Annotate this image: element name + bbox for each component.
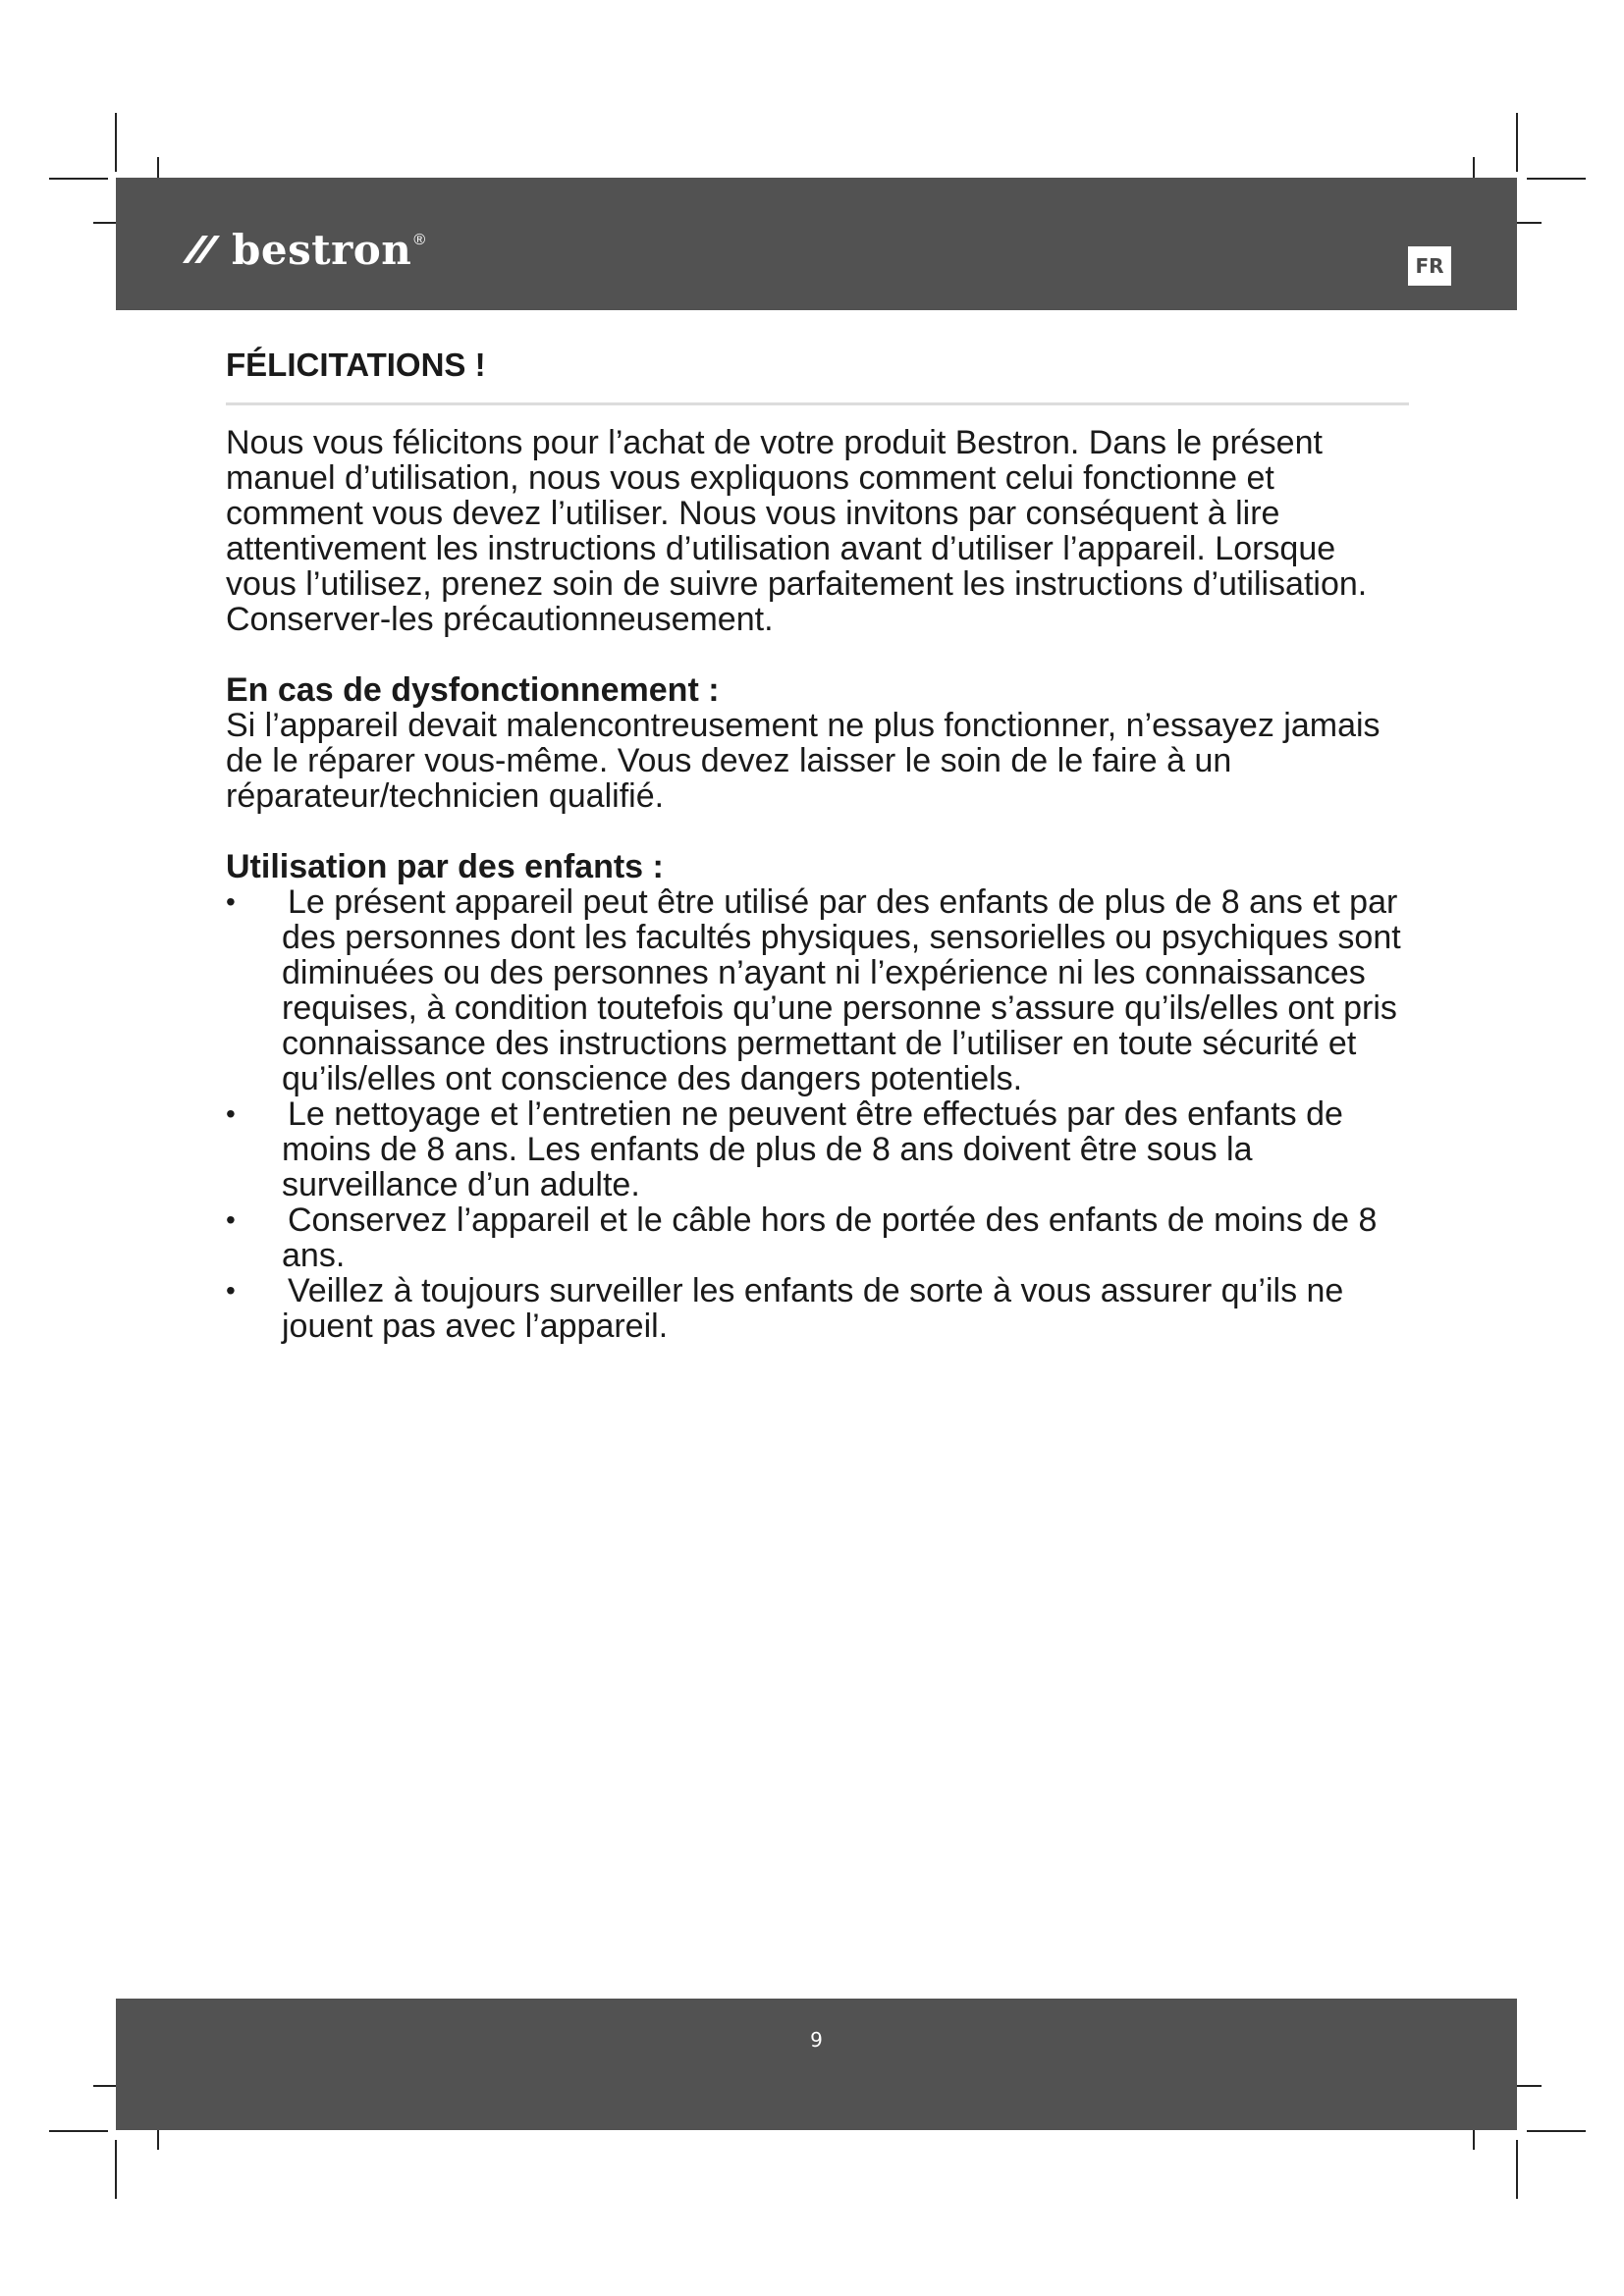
malfunction-heading: En cas de dysfonctionnement : xyxy=(226,671,720,709)
crop-mark xyxy=(49,2130,108,2132)
list-item xyxy=(226,1273,1409,1344)
intro-paragraph: Nous vous félicitons pour l’achat de votre produit Bestron. Dans le présent manuel d’utilisation, nous vous expliquons comment celui fonctionne et comment vous devez l’utiliser. Nous vous invitons par conséquent à lire attentivement les instructions d’utilisation avant d’utiliser l’appareil. Lorsque vous l’utilisez, prenez soin de suivre parfaitement les instructions d’utilisation. Conserver-les précautionneusement. xyxy=(226,424,1368,638)
children-heading: Utilisation par des enfants : xyxy=(226,848,664,885)
crop-mark xyxy=(1516,113,1518,172)
page-title: FÉLICITATIONS ! xyxy=(226,347,486,383)
list-item-text: Conservez l’appareil et le câble hors de portée des enfants de moins de 8 ans. xyxy=(282,1201,1378,1274)
bullet-icon: • xyxy=(226,1275,236,1306)
bullet-icon: • xyxy=(226,1204,236,1235)
title-divider xyxy=(226,402,1409,405)
bullet-icon: • xyxy=(226,886,236,917)
malfunction-paragraph: Si l’appareil devait malencontreusement ne plus fonctionner, n’essayez jamais de le réparer vous-même. Vous devez laisser le soin de le faire à un réparateur/technicien qualifié. xyxy=(226,707,1380,815)
crop-mark xyxy=(115,113,117,172)
page-content xyxy=(226,346,1409,1344)
list-item-text: Le présent appareil peut être utilisé par des enfants de plus de 8 ans et par des personnes dont les facultés physiques, sensorielles ou psychiques sont diminuées ou des personnes n’ayant ni l’expérience ni les connaissances requises, à condition toutefois qu’une personne s’assure qu’ils/elles ont pris connaissance des instructions permettant de l’utiliser en toute sécurité et qu’ils/elles ont conscience des dangers potentiels. xyxy=(282,883,1401,1097)
crop-mark xyxy=(49,178,108,180)
header-band xyxy=(116,178,1517,310)
language-badge: FR xyxy=(1408,246,1451,286)
page-number: 9 xyxy=(810,2028,823,2052)
crop-mark xyxy=(1516,2140,1518,2199)
registered-mark: ® xyxy=(413,232,426,248)
list-item-text: Veillez à toujours surveiller les enfants de sorte à vous assurer qu’ils ne jouent pas avec l’appareil. xyxy=(282,1272,1344,1345)
crop-mark xyxy=(1527,2130,1586,2132)
children-list xyxy=(226,884,1409,1344)
list-item xyxy=(226,1096,1409,1202)
list-item xyxy=(226,1202,1409,1273)
footer-band xyxy=(116,1999,1517,2130)
list-item xyxy=(226,884,1409,1096)
bullet-icon: • xyxy=(226,1098,236,1129)
double-chevron-icon xyxy=(181,228,224,271)
crop-mark xyxy=(115,2140,117,2199)
list-item-text: Le nettoyage et l’entretien ne peuvent être effectués par des enfants de moins de 8 ans. Les enfants de plus de 8 ans doivent être sous la surveillance d’un adulte. xyxy=(282,1095,1343,1203)
brand-name: bestron xyxy=(232,225,412,274)
brand-logo xyxy=(181,225,425,274)
crop-mark xyxy=(1527,178,1586,180)
